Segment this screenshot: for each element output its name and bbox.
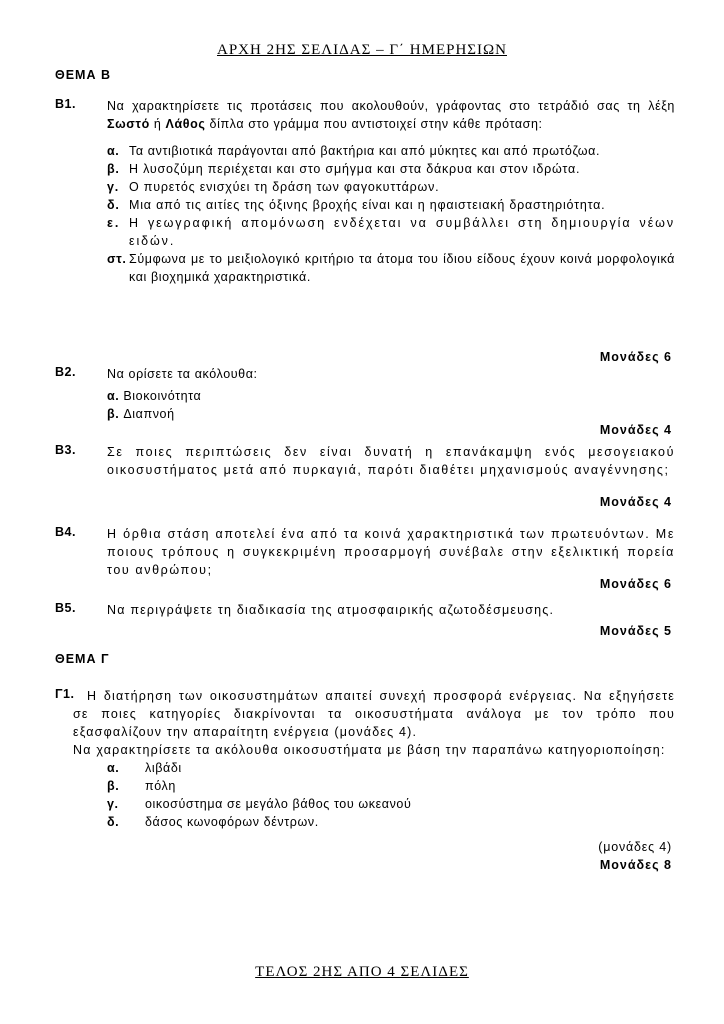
question-text-2: Να χαρακτηρίσετε τα ακόλουθα οικοσυστήματα με βάση την παραπάνω κατηγοριοποίηση:: [73, 743, 666, 757]
question-label: Β2.: [55, 365, 76, 379]
question-label: Β4.: [55, 525, 76, 539]
list-item: ε. Η γεωγραφική απομόνωση ενδέχεται να συμβάλλει στη δημιουργία νέων ειδών.: [107, 216, 675, 248]
statement-list: [107, 142, 675, 286]
page-header: ΑΡΧΗ 2ΗΣ ΣΕΛΙΔΑΣ – Γ΄ ΗΜΕΡΗΣΙΩΝ: [216, 42, 507, 58]
question-b3: [55, 443, 675, 479]
marks-b5: Μονάδες 5: [599, 624, 672, 638]
question-text: Να ορίσετε τα ακόλουθα:: [107, 367, 258, 381]
list-item: α. Τα αντιβιοτικά παράγονται από βακτήρια και από μύκητες και από πρωτόζωα.: [107, 144, 601, 158]
question-label: Β1.: [55, 97, 76, 111]
question-label: Β3.: [55, 443, 76, 457]
section-title-b: ΘΕΜΑ Β: [55, 68, 111, 82]
marks-g1: Μονάδες 8: [599, 858, 672, 872]
question-text: Να περιγράψετε τη διαδικασία της ατμοσφαιρικής αζωτοδέσμευσης.: [107, 603, 555, 617]
section-title-g: ΘΕΜΑ Γ: [55, 652, 110, 666]
list-item: δ. Μια από τις αιτίες της όξινης βροχής είναι και η ηφαιστειακή δραστηριότητα.: [107, 198, 606, 212]
question-text: Η όρθια στάση αποτελεί ένα από τα κοινά χαρακτηριστικά των πρωτευόντων. Με ποιους τρόπους η συγκεκριμένη προσαρμογή συνέβαλε στην εξελικτική πορεία του ανθρώπου;: [107, 527, 675, 577]
list-item: α. Βιοκοινότητα: [107, 389, 202, 403]
submarks-g1: (μονάδες 4): [598, 840, 672, 854]
ecosystem-list: [107, 759, 675, 831]
list-item: α. λιβάδι: [107, 761, 182, 775]
question-b4: [55, 525, 675, 579]
list-item: β. Διαπνοή: [107, 407, 175, 421]
list-item: δ. δάσος κωνοφόρων δέντρων.: [107, 815, 319, 829]
list-item: γ. Ο πυρετός ενισχύει τη δράση των φαγοκυττάρων.: [107, 180, 440, 194]
marks-b2: Μονάδες 4: [599, 423, 672, 437]
marks-b1: Μονάδες 6: [599, 350, 672, 364]
question-b2: [55, 365, 675, 423]
marks-b3: Μονάδες 4: [599, 495, 672, 509]
list-item: β. πόλη: [107, 779, 176, 793]
page-footer: ΤΕΛΟΣ 2ΗΣ ΑΠΟ 4 ΣΕΛΙΔΕΣ: [255, 964, 469, 980]
question-label: Γ1.: [55, 687, 75, 701]
question-b1: [55, 97, 675, 286]
question-text: Να χαρακτηρίσετε τις προτάσεις που ακολουθούν, γράφοντας στο τετράδιό σας τη λέξη Σωστό ή Λάθος δίπλα στο γράμμα που αντιστοιχεί στην κάθε πρόταση:: [107, 99, 675, 131]
definition-list: [107, 387, 675, 423]
question-text: Η διατήρηση των οικοσυστημάτων απαιτεί συνεχή προσφορά ενέργειας. Να εξηγήσετε σε ποιες κατηγορίες διακρίνονται τα οικοσυστήματα ανάλογα με τον τρόπο που εξασφαλίζουν την απαραίτητη ενέργεια (μονάδες 4).: [73, 689, 675, 739]
question-b5: [55, 601, 675, 619]
list-item: β. Η λυσοζύμη περιέχεται και στο σμήγμα και στα δάκρυα και στον ιδρώτα.: [107, 162, 581, 176]
marks-b4: Μονάδες 6: [599, 577, 672, 591]
list-item: γ. οικοσύστημα σε μεγάλο βάθος του ωκεανού: [107, 797, 412, 811]
question-text: Σε ποιες περιπτώσεις δεν είναι δυνατή η επανάκαμψη ενός μεσογειακού οικοσυστήματος μετά από πυρκαγιά, παρότι διαθέτει μηχανισμούς αναγέννησης;: [107, 445, 675, 477]
question-label: Β5.: [55, 601, 76, 615]
list-item: στ. Σύμφωνα με το μειξιολογικό κριτήριο τα άτομα του ίδιου είδους έχουν κοινά μορφολογικά και βιοχημικά χαρακτηριστικά.: [107, 252, 675, 284]
question-g1: [55, 687, 675, 831]
